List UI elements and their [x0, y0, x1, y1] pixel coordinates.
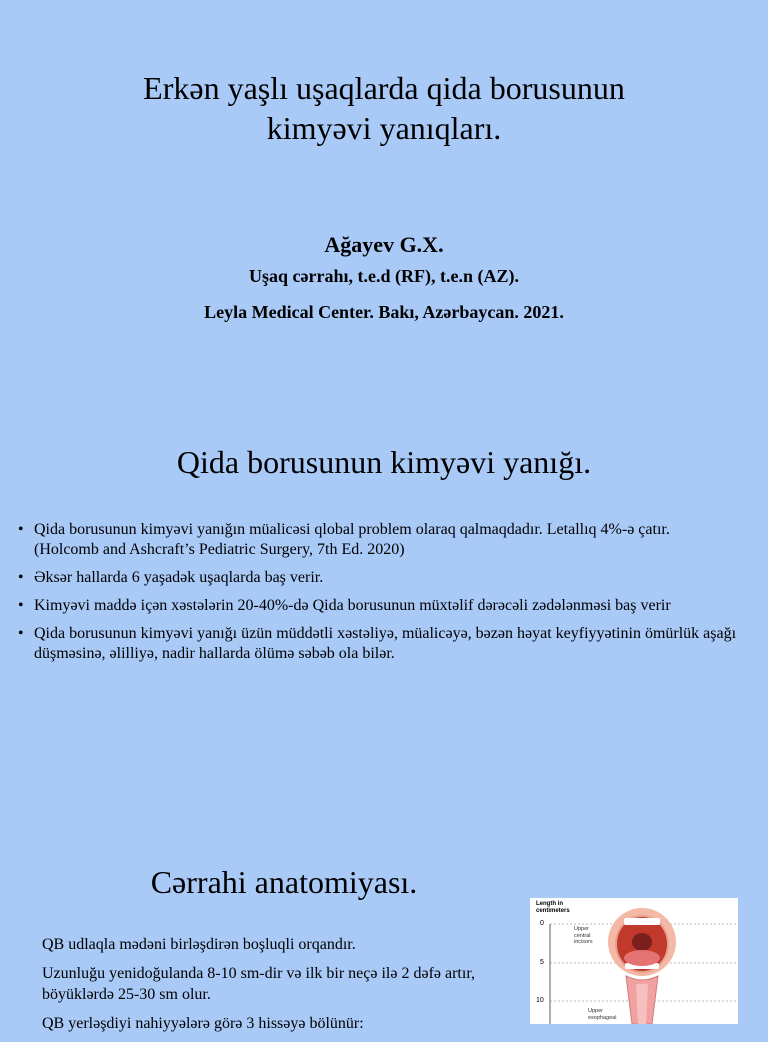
- section-title-chemical-burn: Qida borusunun kimyəvi yanığı.: [176, 444, 592, 480]
- bullet-icon: •: [18, 597, 24, 614]
- list-item-text: Qida borusunun kimyəvi yanığı üzün müddətli xəstəliyə, müalicəyə, bəzən həyat keyfiyyətinin ömürlük aşağı düşməsinə, əlilliyə, nadir hallarda ölümə səbəb ola bilər.: [34, 625, 737, 662]
- esophagus-illustration: [530, 898, 738, 1024]
- author-name: Ağayev G.X.: [324, 232, 444, 257]
- label-upper-central-incisors: Upper central incisors: [574, 926, 593, 945]
- section-title-anatomy: Cərrahi anatomiyası.: [150, 864, 418, 900]
- list-item-text: Kimyəvi maddə içən xəstələrin 20-40%-də Qida borusunun müxtəlif dərəcəli zədələnməsi baş verir: [34, 597, 671, 614]
- tick-label: 0: [540, 920, 544, 927]
- anatomy-text: [42, 934, 482, 1042]
- author-credentials: Uşaq cərrahı, t.e.d (RF), t.e.n (AZ).: [249, 266, 519, 286]
- anatomy-paragraph: QB udlaqla mədəni birləşdirən boşluqli orqandır.: [42, 936, 356, 953]
- anatomy-paragraph: QB yerləşdiyi nahiyyələrə görə 3 hissəyə bölünür:: [42, 1015, 364, 1032]
- tick-label: 10: [536, 997, 544, 1004]
- esophagus-anatomy-figure: [530, 898, 738, 1024]
- list-item-text: Əksər hallarda 6 yaşadək uşaqlarda baş verir.: [34, 569, 324, 586]
- list-item: [18, 624, 738, 664]
- label-upper-esophageal: Upper esophageal: [588, 1008, 617, 1021]
- presentation-title: [40, 68, 728, 148]
- list-item: [18, 596, 738, 616]
- title-line-2: kimyəvi yanıqları.: [266, 110, 502, 146]
- list-item-text: Qida borusunun kimyəvi yanığın müalicəsi qlobal problem olaraq qalmaqdadır. Letallıq 4%-ə çatır. (Holcomb and Ashcraft’s Pediatric Surgery, 7th Ed. 2020): [34, 521, 670, 558]
- list-item: [18, 568, 738, 588]
- list-item: [18, 520, 738, 560]
- bullet-list: [18, 520, 738, 672]
- bullet-icon: •: [18, 569, 24, 586]
- tick-label: 5: [540, 959, 544, 966]
- anatomy-paragraph: Uzunluğu yenidoğulanda 8-10 sm-dir və ilk bir neçə ilə 2 dəfə artır, böyüklərdə 25-30 sm olur.: [42, 965, 475, 1003]
- figure-legend: Length in centimeters: [536, 901, 570, 914]
- bullet-icon: •: [18, 521, 24, 538]
- bullet-icon: •: [18, 625, 24, 642]
- author-affiliation: Leyla Medical Center. Bakı, Azərbaycan. 2021.: [204, 302, 564, 322]
- title-line-1: Erkən yaşlı uşaqlarda qida borusunun: [143, 70, 625, 106]
